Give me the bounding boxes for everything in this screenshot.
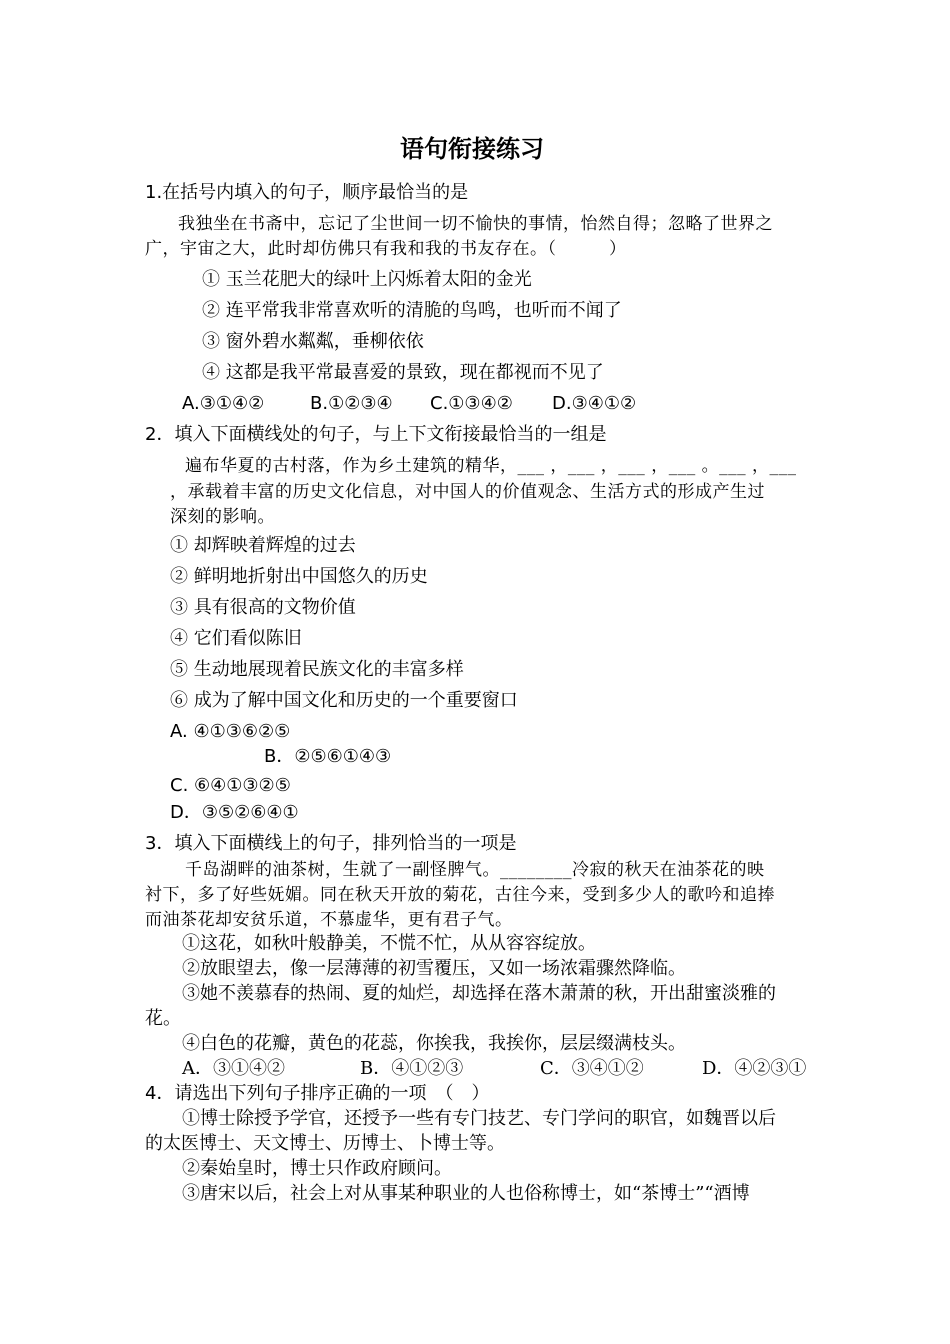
q3-item-2: ②放眼望去，像一层薄薄的初雪覆压，又如一场浓霜骤然降临。 — [182, 958, 686, 979]
q2-option-a: A. ④①③⑥②⑤ — [170, 721, 291, 742]
q3-option-d: D．④②③① — [702, 1058, 807, 1079]
q2-option-c: C. ⑥④①③②⑤ — [170, 775, 291, 796]
q2-passage-line-2: ，承载着丰富的历史文化信息，对中国人的价值观念、生活方式的形成产生过 — [170, 482, 765, 502]
q1-passage-line-1: 我独坐在书斋中，忘记了尘世间一切不愉快的事情，怡然自得；忽略了世界之 — [178, 214, 773, 234]
q1-passage-line-2: 广，宇宙之大，此时却仿佛只有我和我的书友存在。（ ） — [145, 239, 627, 259]
q3-option-a: A．③①④② — [182, 1058, 285, 1079]
q3-item-1: ①这花，如秋叶般静美，不慌不忙，从从容容绽放。 — [182, 933, 596, 954]
q3-stem: 3．填入下面横线上的句子，排列恰当的一项是 — [145, 833, 517, 854]
q2-passage-line-1: 遍布华夏的古村落，作为乡土建筑的精华，___ ，___ ，___ ，___ 。___ ，___ — [185, 456, 797, 476]
q1-stem: 1.在括号内填入的句子，顺序最恰当的是 — [145, 182, 469, 203]
q3-passage-line-1: 千岛湖畔的油茶树，生就了一副怪脾气。________冷寂的秋天在油茶花的映 — [185, 860, 765, 880]
q1-option-d: D.③④①② — [552, 393, 637, 414]
q3-item-3-cont: 花。 — [145, 1008, 181, 1029]
q2-option-b: B．②⑤⑥①④③ — [264, 746, 392, 767]
q2-item-2: ② 鲜明地折射出中国悠久的历史 — [170, 566, 428, 587]
q2-item-4: ④ 它们看似陈旧 — [170, 628, 302, 649]
q3-item-4: ④白色的花瓣，黄色的花蕊，你挨我，我挨你，层层缀满枝头。 — [182, 1033, 686, 1054]
q3-option-b: B．④①②③ — [360, 1058, 464, 1079]
q2-item-1: ① 却辉映着辉煌的过去 — [170, 535, 356, 556]
q1-item-4: ④ 这都是我平常最喜爱的景致，现在都视而不见了 — [202, 362, 604, 383]
q4-line-4: ③唐宋以后，社会上对从事某种职业的人也俗称博士，如“茶博士”“酒博 — [182, 1183, 750, 1204]
q2-item-5: ⑤ 生动地展现着民族文化的丰富多样 — [170, 659, 464, 680]
q3-passage-line-3: 而油茶花却安贫乐道，不慕虚华，更有君子气。 — [145, 910, 513, 930]
q1-item-3: ③ 窗外碧水粼粼，垂柳依依 — [202, 331, 424, 352]
q3-passage-line-2: 衬下，多了好些妩媚。同在秋天开放的菊花，古往今来，受到多少人的歌吟和追捧 — [145, 885, 775, 905]
q2-stem: 2．填入下面横线处的句子，与上下文衔接最恰当的一组是 — [145, 424, 607, 445]
q4-stem: 4．请选出下列句子排序正确的一项 （ ） — [145, 1083, 490, 1104]
q2-item-3: ③ 具有很高的文物价值 — [170, 597, 356, 618]
q2-passage-line-3: 深刻的影响。 — [170, 507, 275, 527]
q2-item-6: ⑥ 成为了解中国文化和历史的一个重要窗口 — [170, 690, 518, 711]
q1-option-c: C.①③④② — [430, 393, 513, 414]
page-title: 语句衔接练习 — [400, 134, 544, 163]
q1-item-2: ② 连平常我非常喜欢听的清脆的鸟鸣，也听而不闻了 — [202, 300, 622, 321]
q4-line-3: ②秦始皇时，博士只作政府顾问。 — [182, 1158, 452, 1179]
q4-line-2: 的太医博士、天文博士、历博士、卜博士等。 — [145, 1133, 505, 1154]
q3-option-c: C．③④①② — [540, 1058, 644, 1079]
q1-option-a: A.③①④② — [182, 393, 265, 414]
q4-line-1: ①博士除授予学官，还授予一些有专门技艺、专门学问的职官，如魏晋以后 — [182, 1108, 776, 1129]
q3-item-3: ③她不羡慕春的热闹、夏的灿烂，却选择在落木萧萧的秋，开出甜蜜淡雅的 — [182, 983, 776, 1004]
q1-option-b: B.①②③④ — [310, 393, 393, 414]
q2-option-d: D．③⑤②⑥④① — [170, 802, 299, 823]
q1-item-1: ① 玉兰花肥大的绿叶上闪烁着太阳的金光 — [202, 269, 532, 290]
